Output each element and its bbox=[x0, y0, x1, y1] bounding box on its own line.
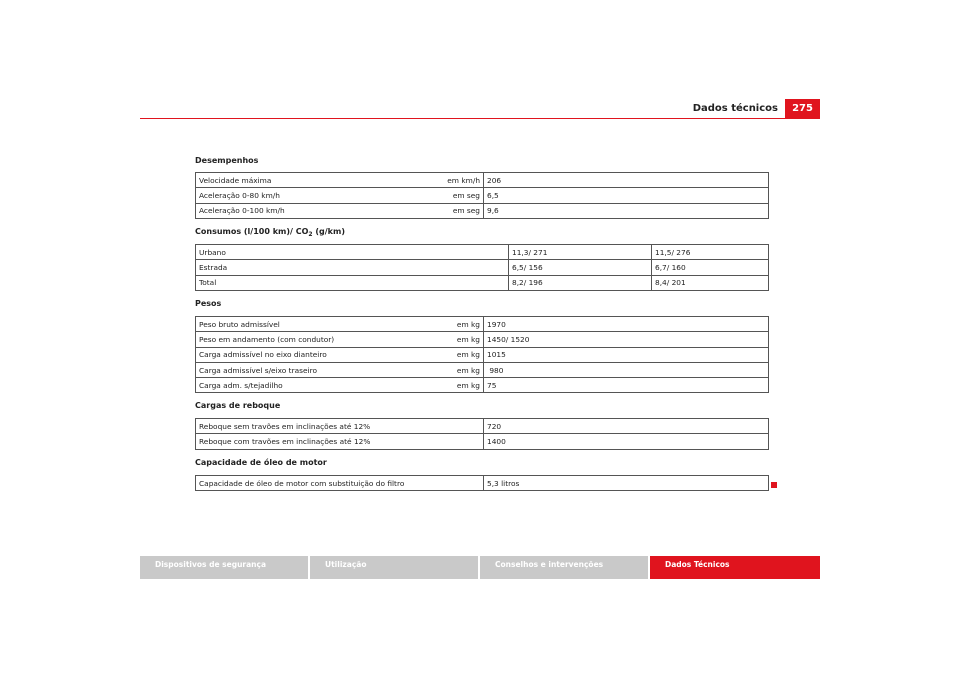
header-rule bbox=[140, 118, 820, 119]
table-row bbox=[196, 203, 769, 218]
row-unit: em kg bbox=[396, 332, 484, 347]
table-row bbox=[196, 476, 769, 491]
title-part: Consumos (l/100 km)/ CO bbox=[195, 227, 309, 236]
row-label: Peso bruto admissível bbox=[196, 317, 396, 332]
row-label: Carga adm. s/tejadilho bbox=[196, 378, 396, 393]
table-row bbox=[196, 188, 769, 203]
table-row bbox=[196, 275, 769, 290]
row-label: Capacidade de óleo de motor com substituição do filtro bbox=[196, 476, 484, 491]
row-value: 1970 bbox=[484, 317, 769, 332]
row-value: 206 bbox=[484, 173, 769, 188]
section-title-consumos bbox=[195, 227, 345, 238]
table-desempenhos bbox=[195, 172, 769, 219]
table-consumos bbox=[195, 244, 769, 291]
table-oleo bbox=[195, 475, 769, 491]
row-value: 6,7/ 160 bbox=[652, 260, 769, 275]
row-value: 6,5/ 156 bbox=[509, 260, 652, 275]
row-value: 1400 bbox=[484, 434, 769, 449]
row-value: 11,3/ 271 bbox=[509, 245, 652, 260]
footer-tab-conselhos[interactable]: Conselhos e intervenções bbox=[480, 556, 648, 579]
row-unit: em seg bbox=[396, 188, 484, 203]
row-label: Reboque sem travões em inclinações até 12% bbox=[196, 419, 484, 434]
row-label: Urbano bbox=[196, 245, 509, 260]
table-row bbox=[196, 347, 769, 362]
row-value: 9,6 bbox=[484, 203, 769, 218]
row-value: 720 bbox=[484, 419, 769, 434]
row-unit: em kg bbox=[396, 378, 484, 393]
page-header-title: Dados técnicos bbox=[692, 103, 778, 114]
section-title-pesos: Pesos bbox=[195, 299, 222, 308]
row-label: Estrada bbox=[196, 260, 509, 275]
row-value: 1015 bbox=[484, 347, 769, 362]
table-row bbox=[196, 419, 769, 434]
page-number: 275 bbox=[785, 99, 820, 118]
table-row bbox=[196, 378, 769, 393]
row-label: Aceleração 0-80 km/h bbox=[196, 188, 396, 203]
row-value: 5,3 litros bbox=[484, 476, 769, 491]
row-value: 75 bbox=[484, 378, 769, 393]
row-unit: em seg bbox=[396, 203, 484, 218]
row-label: Carga admissível no eixo dianteiro bbox=[196, 347, 396, 362]
end-of-section-marker bbox=[771, 482, 777, 488]
table-row bbox=[196, 332, 769, 347]
row-value: 6,5 bbox=[484, 188, 769, 203]
footer-nav bbox=[140, 556, 820, 579]
table-row bbox=[196, 245, 769, 260]
row-label: Total bbox=[196, 275, 509, 290]
table-row bbox=[196, 317, 769, 332]
section-title-desempenhos: Desempenhos bbox=[195, 156, 259, 165]
section-title-oleo: Capacidade de óleo de motor bbox=[195, 458, 327, 467]
title-part: (g/km) bbox=[312, 227, 345, 236]
row-label: Carga admissível s/eixo traseiro bbox=[196, 362, 396, 377]
table-row bbox=[196, 362, 769, 377]
table-pesos bbox=[195, 316, 769, 393]
table-row bbox=[196, 260, 769, 275]
footer-tab-utilizacao[interactable]: Utilização bbox=[310, 556, 478, 579]
row-value: 8,2/ 196 bbox=[509, 275, 652, 290]
row-unit: em kg bbox=[396, 362, 484, 377]
footer-tab-dados-tecnicos[interactable]: Dados Técnicos bbox=[650, 556, 820, 579]
row-label: Peso em andamento (com condutor) bbox=[196, 332, 396, 347]
title-subscript: 2 bbox=[308, 231, 313, 238]
row-value: 1450/ 1520 bbox=[484, 332, 769, 347]
table-reboque bbox=[195, 418, 769, 450]
section-title-reboque: Cargas de reboque bbox=[195, 401, 281, 410]
row-label: Velocidade máxima bbox=[196, 173, 396, 188]
row-unit: em kg bbox=[396, 347, 484, 362]
table-row bbox=[196, 173, 769, 188]
row-unit: em km/h bbox=[396, 173, 484, 188]
row-label: Aceleração 0-100 km/h bbox=[196, 203, 396, 218]
row-value: 980 bbox=[484, 362, 769, 377]
row-label: Reboque com travões em inclinações até 12% bbox=[196, 434, 484, 449]
table-row bbox=[196, 434, 769, 449]
row-value: 8,4/ 201 bbox=[652, 275, 769, 290]
row-value: 11,5/ 276 bbox=[652, 245, 769, 260]
footer-tab-dispositivos[interactable]: Dispositivos de segurança bbox=[140, 556, 308, 579]
row-unit: em kg bbox=[396, 317, 484, 332]
